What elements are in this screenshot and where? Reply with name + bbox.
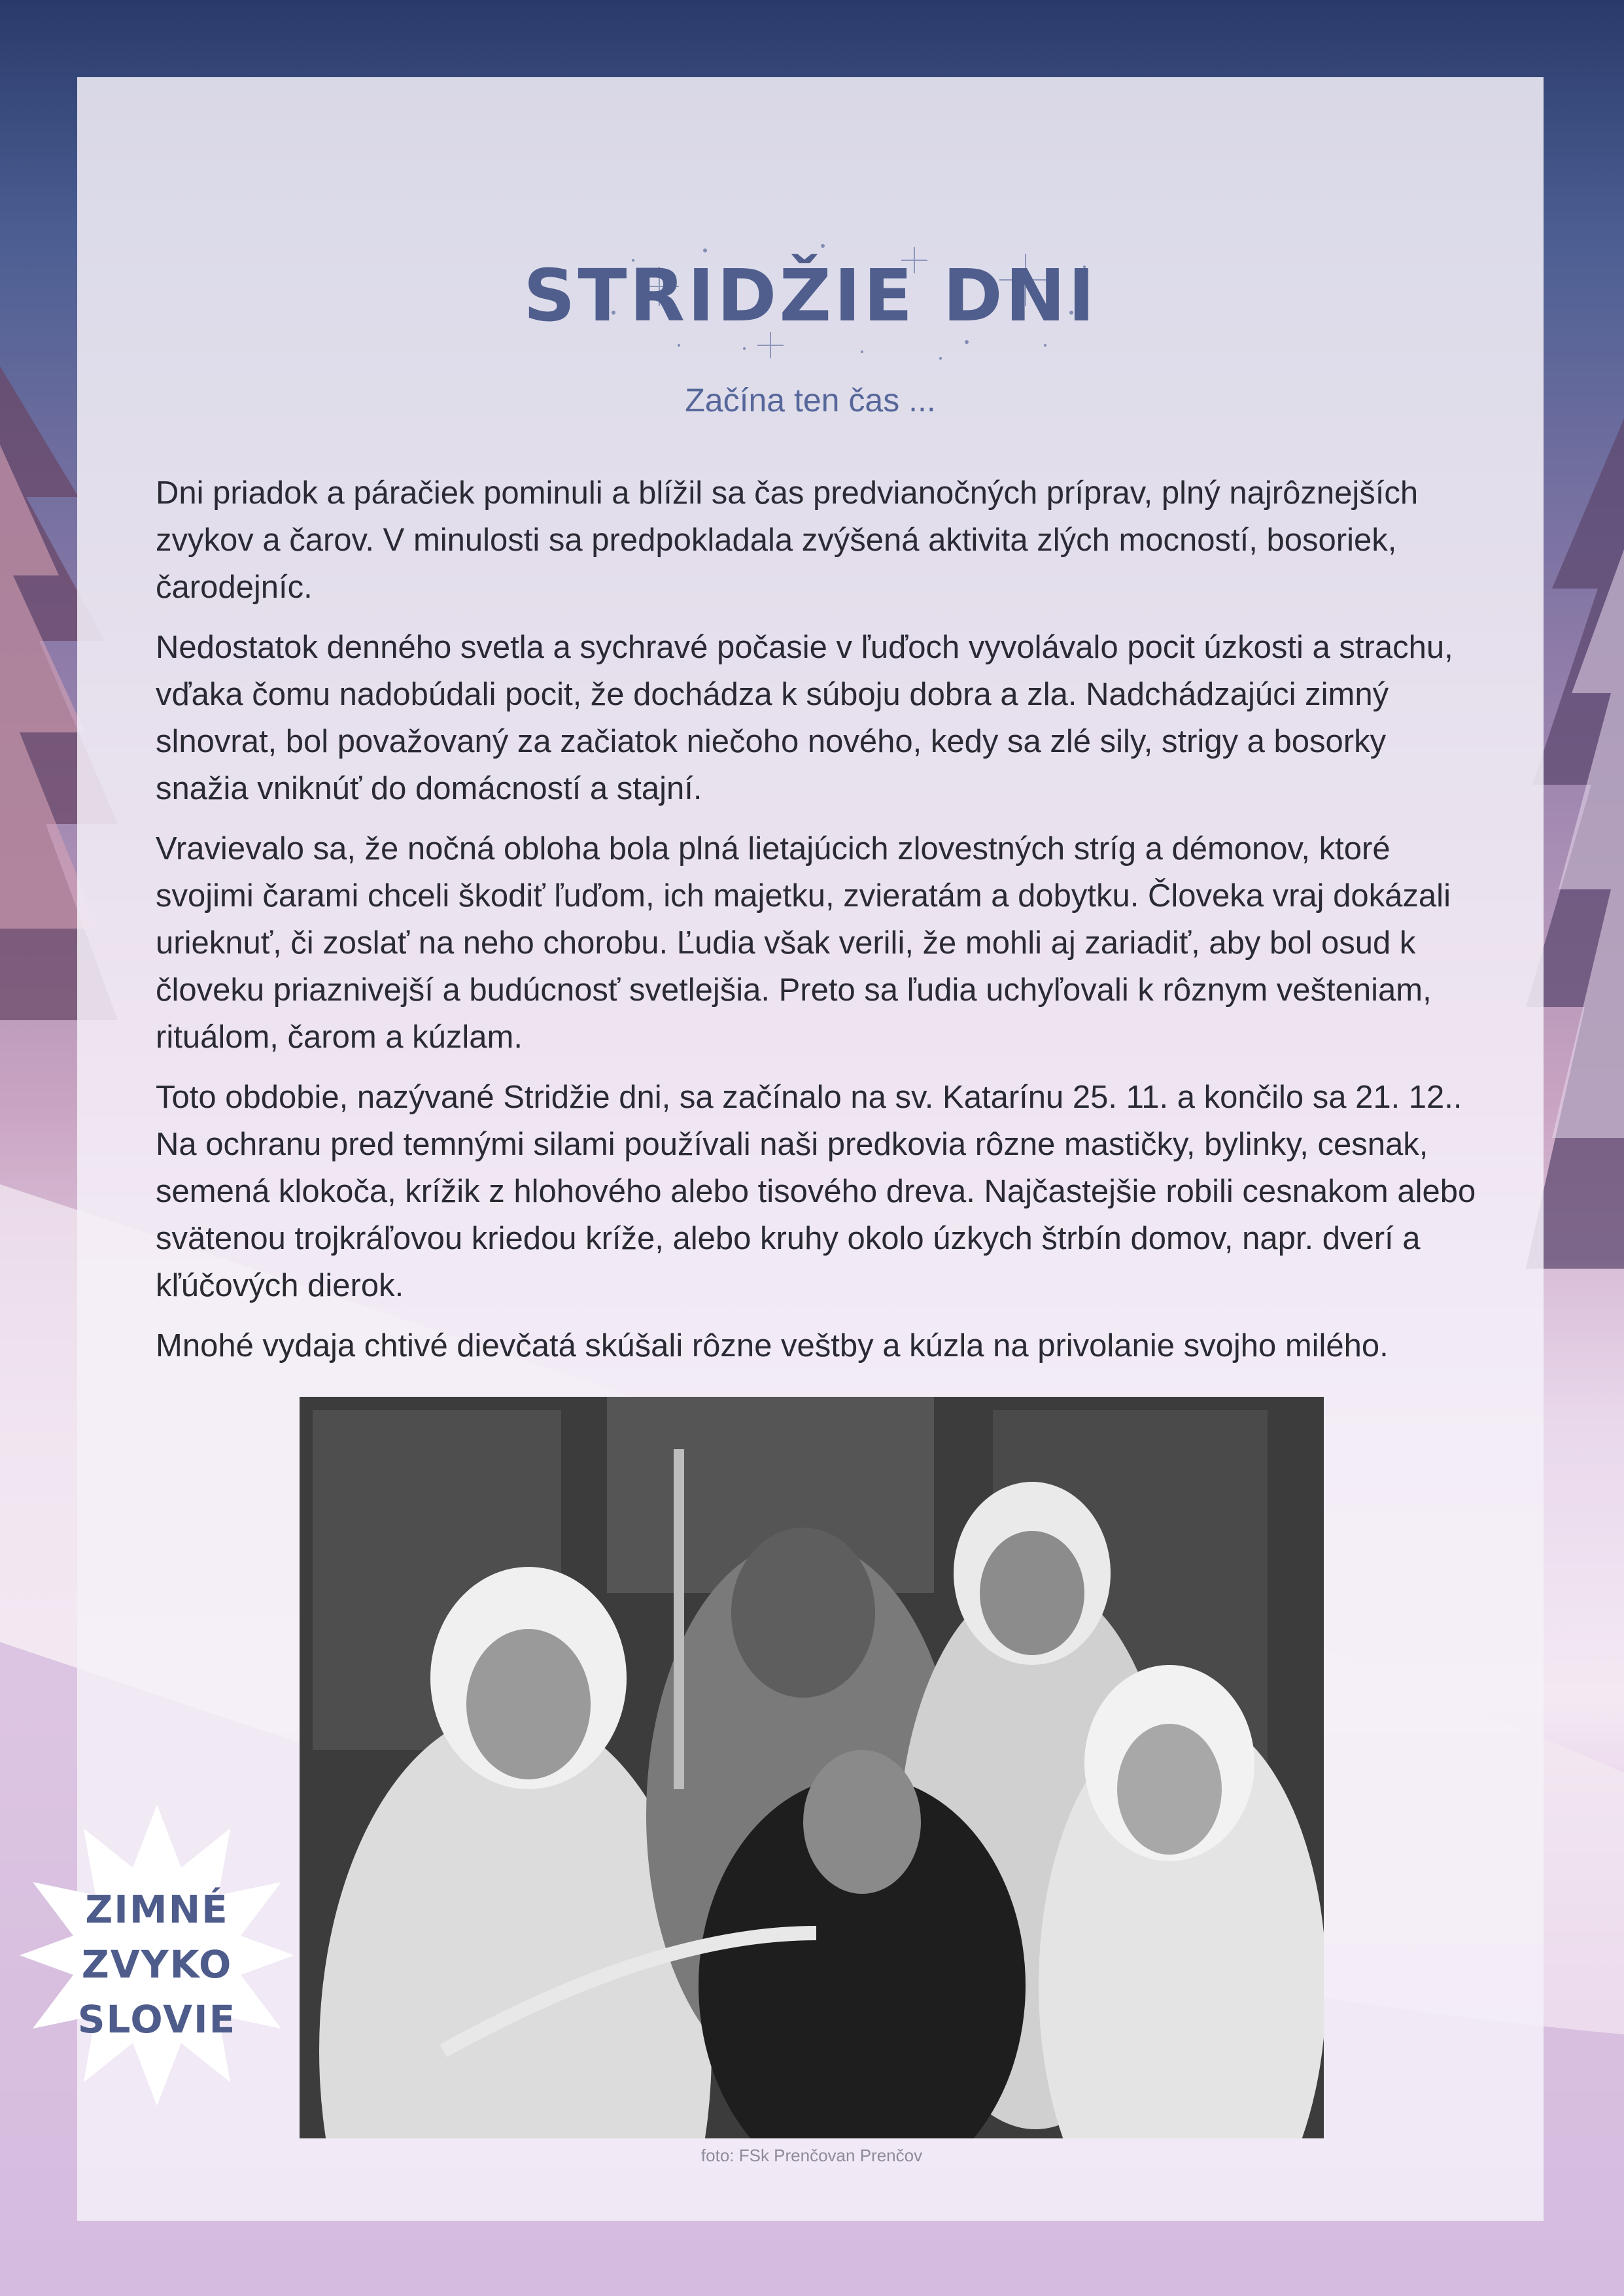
title-block [77,234,1544,365]
paragraph-3: Vravievalo sa, že nočná obloha bola plná lietajúcich zlovestných stríg a démonov, ktoré svojimi čarami chceli škodiť ľuďom, ich majetku, zvieratám a dobytku. Človeka vraj dokázali urieknuť, či zoslať na neho chorobu. Ľudia však verili, že mohli aj zariadiť, aby bol osud k človeku priaznivejší a budúcnosť svetlejšia. Preto sa ľudia uchyľovali k rôznym vešteniam, rituálom, čarom a kúzlam. [156,831,1451,1055]
paragraph-2: Nedostatok denného svetla a sychravé počasie v ľuďoch vyvolávalo pocit úzkosti a strachu, vďaka čomu nadobúdali pocit, že dochádza k súboju dobra a zla. Nadchádzajúci zimný slnovrat, bol považovaný za začiatok niečoho nového, kedy sa zlé sily, strigy a bosorky snažia vniknúť do domácností a stajní. [156,630,1453,806]
page-subtitle: Začína ten čas ... [685,382,936,419]
article-body [156,470,1483,1382]
badge-line-1: ZIMNÉ [85,1887,229,1932]
content-panel [77,77,1544,2221]
badge-line-3: SLOVIE [77,1997,237,2042]
paragraph-4: Toto obdobie, nazývané Stridžie dni, sa začínalo na sv. Katarínu 25. 11. a končilo sa 21. 12.. Na ochranu pred temnými silami používali naši predkovia rôzne mastičky, bylinky, cesnak, semená klokoča, krížik z hlohového alebo tisového dreva. Najčastejšie robili cesnakom alebo svätenou trojkráľovou kriedou kríže, alebo kruhy okolo úzkych štrbín domov, napr. dverí a kľúčových dierok. [156,1080,1476,1303]
badge-line-2: ZVYKO [81,1942,233,1987]
photo-caption: foto: FSk Prenčovan Prenčov [700,2146,923,2165]
paragraph-1: Dni priadok a páračiek pominuli a blížil sa čas predvianočných príprav, plný najrôznejších zvykov a čarov. V minulosti sa predpokladala zvýšená aktivita zlých mocností, bosoriek, čarodejníc. [156,475,1419,605]
group-photo [300,1397,1324,2138]
paragraph-5: Mnohé vydaja chtivé dievčatá skúšali rôzne veštby a kúzla na privolanie svojho milého. [156,1328,1389,1363]
page-title: STRIDŽIE DNI [523,254,1097,337]
badge-label [20,1882,294,2047]
